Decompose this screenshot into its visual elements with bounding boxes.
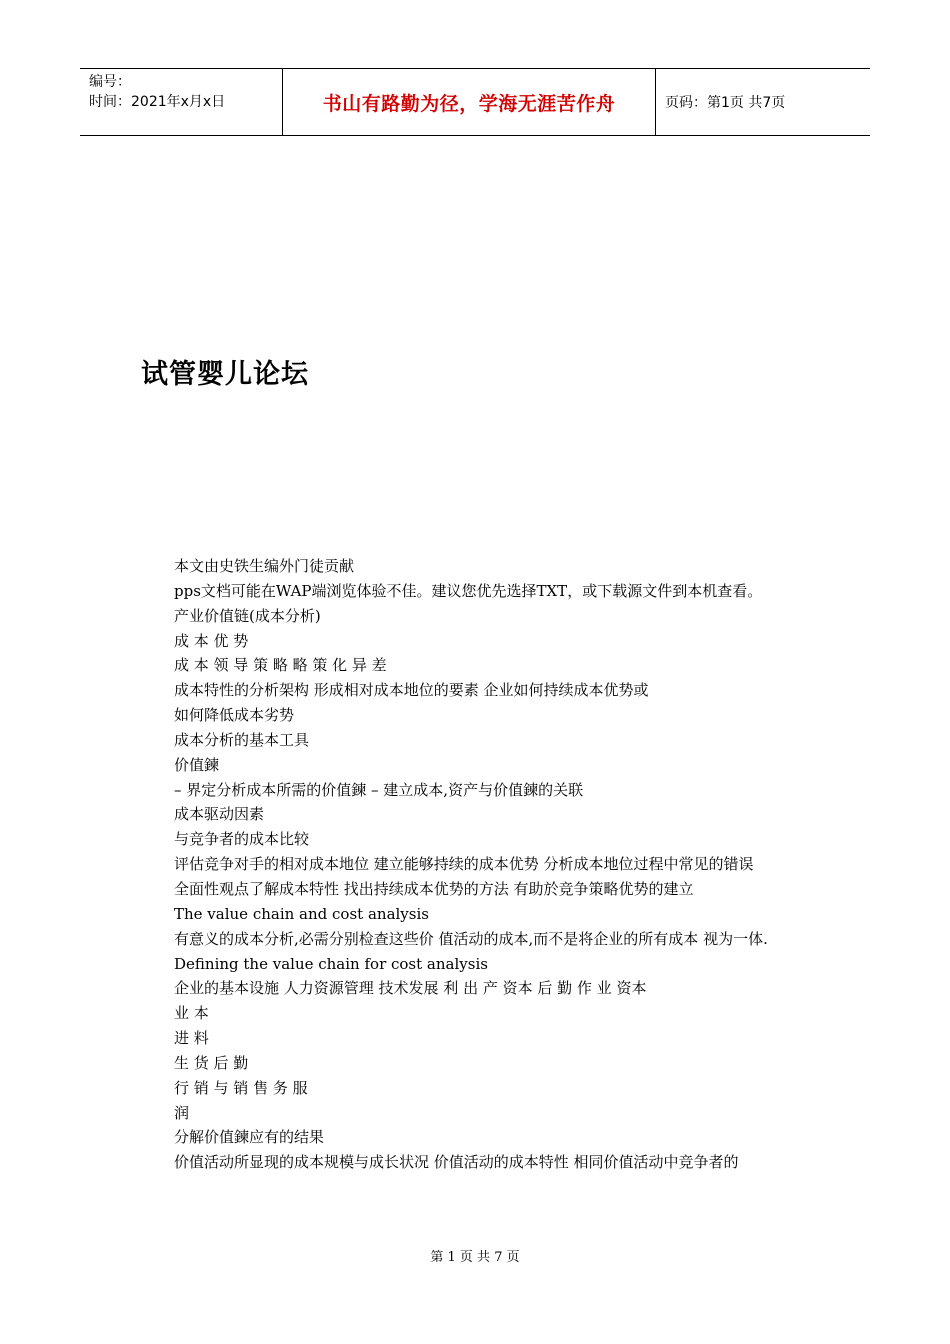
header-page-info: 页码：第1页 共7页 [665, 95, 786, 111]
body-paragraph: 分解价值鍊应有的结果 [174, 1128, 325, 1147]
body-paragraph: 行 销 与 销 售 务 服 [174, 1078, 308, 1097]
header-motto: 书山有路勤为径，学海无涯苦作舟 [282, 69, 656, 135]
page-footer: 第 1 页 共 7 页 [430, 1250, 520, 1265]
body-paragraph: pps文档可能在WAP端浏览体验不佳。建议您优先选择TXT，或下载源文件到本机查看。 [174, 581, 763, 600]
document-header [80, 68, 870, 136]
document-title: 试管婴儿论坛 [141, 359, 309, 390]
body-paragraph: 生 货 后 勤 [174, 1053, 249, 1072]
body-paragraph: 与竞争者的成本比较 [174, 830, 310, 849]
body-paragraph: 业 本 [174, 1004, 209, 1023]
body-paragraph: The value chain and cost analysis [174, 904, 429, 923]
body-paragraph: 成本分析的基本工具 [174, 730, 310, 749]
body-paragraph: 如何降低成本劣势 [174, 706, 295, 725]
body-paragraph: 成本驱动因素 [174, 805, 265, 824]
body-paragraph: 价值鍊 [174, 755, 220, 774]
body-paragraph: 价值活动所显现的成本规模与成长状况 价值活动的成本特性 相同价值活动中竞争者的 [174, 1153, 739, 1172]
body-paragraph: 成本特性的分析架构 形成相对成本地位的要素 企业如何持续成本优势或 [174, 681, 649, 700]
body-paragraph: 进 料 [174, 1029, 209, 1048]
body-paragraph: 企业的基本设施 人力资源管理 技术发展 利 出 产 资本 后 勤 作 业 资本 [174, 979, 647, 998]
body-paragraph: 润 [174, 1103, 190, 1122]
body-paragraph: 产业价值链(成本分析) [174, 606, 321, 625]
body-paragraph: 全面性观点了解成本特性 找出持续成本优势的方法 有助於竞争策略优势的建立 [174, 879, 694, 898]
body-paragraph: 成 本 领 导 策 略 略 策 化 异 差 [174, 656, 387, 675]
body-paragraph: 评估竞争对手的相对成本地位 建立能够持续的成本优势 分析成本地位过程中常见的错误 [174, 855, 754, 874]
body-paragraph: 成 本 优 势 [174, 631, 249, 650]
document-date-label: 时间：2021年x月x日 [89, 94, 226, 110]
header-meta-cell [80, 69, 282, 135]
body-paragraph: Defining the value chain for cost analysis [174, 954, 488, 973]
document-number-label: 编号： [89, 74, 131, 90]
body-paragraph: 本文由史铁生编外门徒贡献 [174, 557, 355, 575]
body-paragraph: – 界定分析成本所需的价值鍊 – 建立成本,资产与价值鍊的关联 [174, 780, 584, 799]
body-paragraph: 有意义的成本分析,必需分别检查这些价 值活动的成本,而不是将企业的所有成本 视为一体. [174, 929, 768, 948]
document-body [141, 554, 821, 1175]
